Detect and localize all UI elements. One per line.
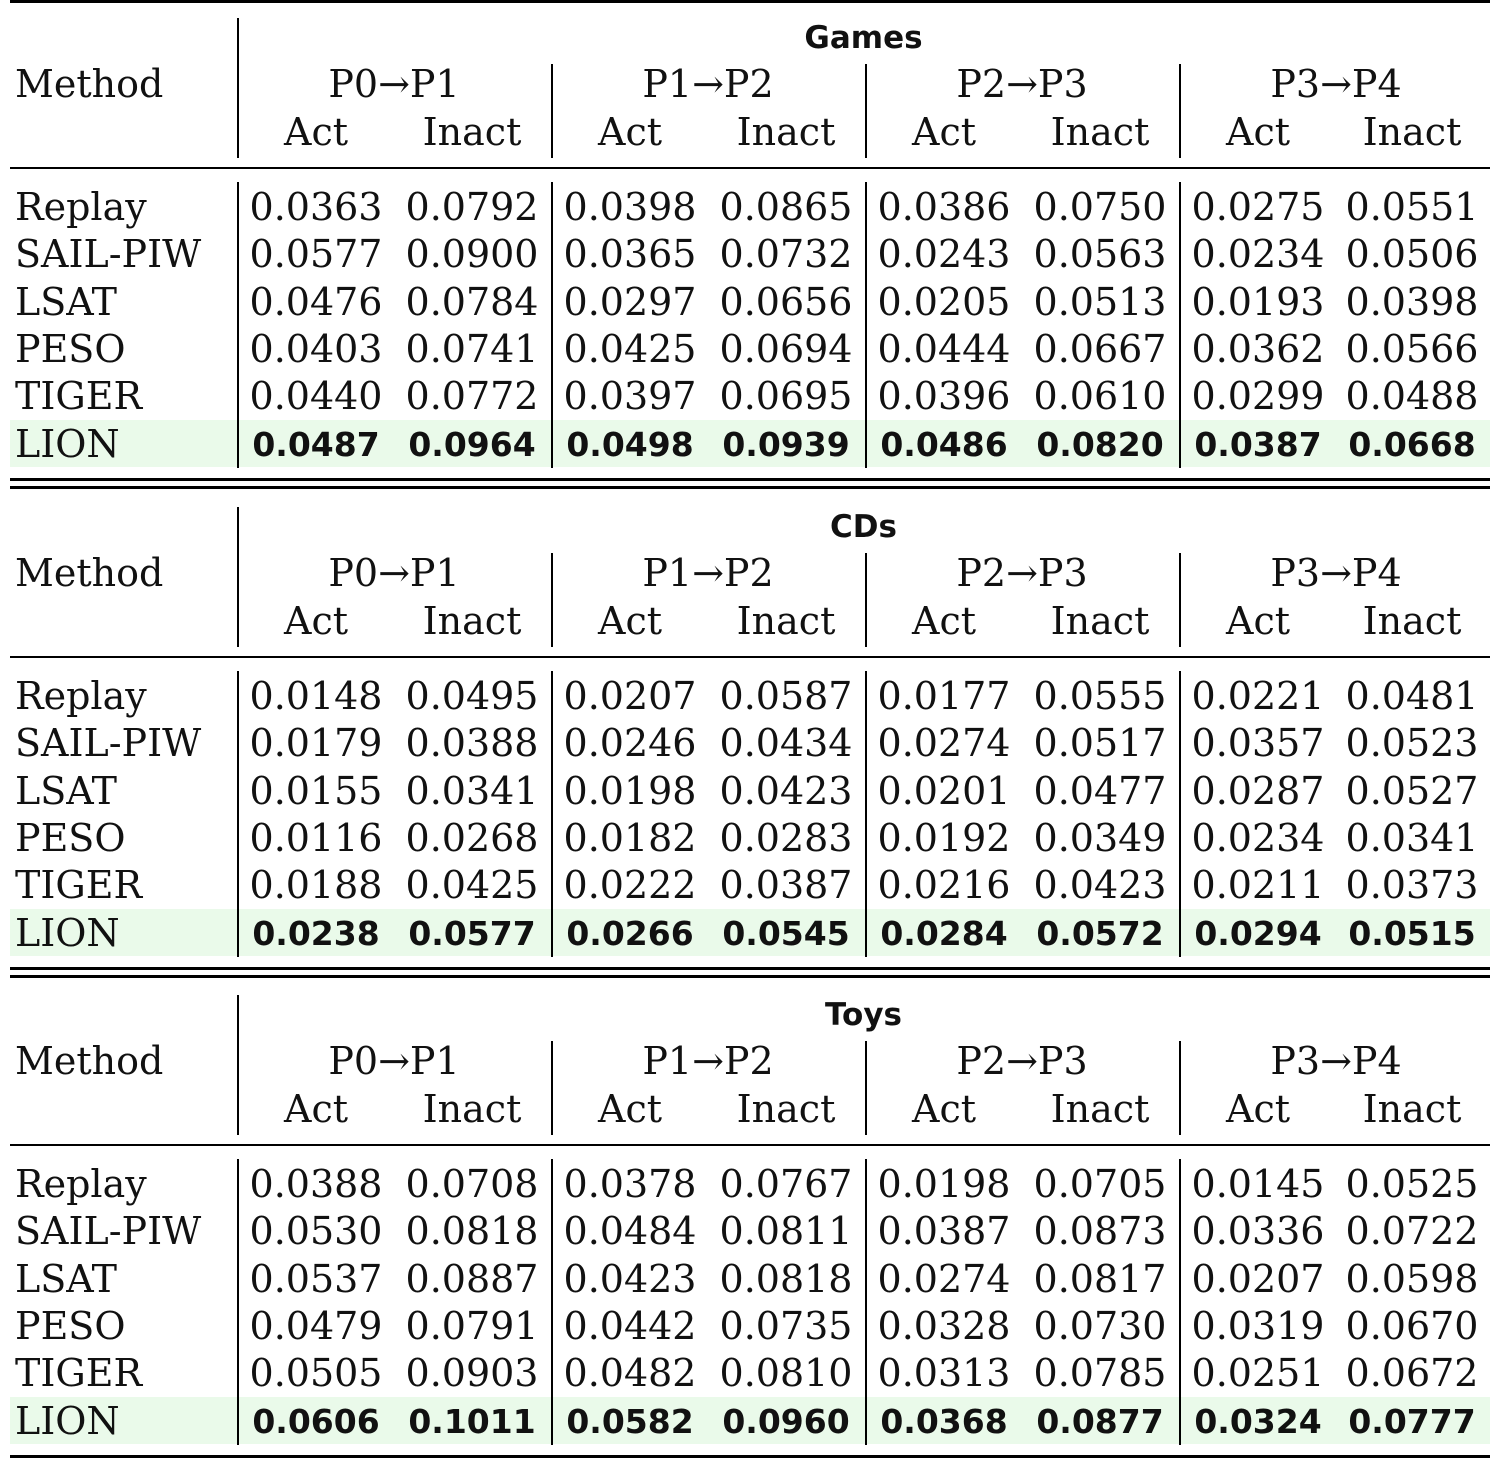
table-cell: 0.0792 bbox=[405, 185, 539, 229]
table-cell: 0.1011 bbox=[408, 1401, 536, 1441]
table-cell: 0.0486 bbox=[880, 424, 1008, 464]
table-cell: 0.0442 bbox=[563, 1303, 697, 1348]
table-cell: 0.0708 bbox=[405, 1162, 539, 1206]
table-cell: 0.0398 bbox=[1345, 279, 1479, 324]
table-cell: 0.0741 bbox=[405, 326, 539, 371]
table-cell: 0.0606 bbox=[252, 1401, 380, 1441]
table-cell: 0.0365 bbox=[563, 232, 697, 277]
table-cell: 0.0251 bbox=[1191, 1351, 1325, 1396]
table-cell: 0.0722 bbox=[1345, 1209, 1479, 1254]
table-cell: 0.0274 bbox=[877, 1256, 1011, 1301]
table-cell: 0.0324 bbox=[1194, 1401, 1322, 1441]
table-cell: 0.0767 bbox=[719, 1162, 853, 1206]
table-cell: 0.0735 bbox=[719, 1303, 853, 1348]
table-cell: 0.0201 bbox=[877, 768, 1011, 813]
header-vline-period bbox=[1179, 553, 1181, 647]
table-cell: 0.0555 bbox=[1033, 674, 1167, 718]
table-cell: 0.0477 bbox=[1033, 768, 1167, 813]
method-header: Method bbox=[15, 1039, 164, 1083]
table-cell: 0.0903 bbox=[405, 1351, 539, 1396]
table-cell: 0.0506 bbox=[1345, 232, 1479, 277]
period-header: P0→P1 bbox=[328, 62, 460, 106]
table-cell: 0.0319 bbox=[1191, 1303, 1325, 1348]
table-cell: 0.0577 bbox=[408, 913, 536, 953]
header-vline-period bbox=[1179, 1041, 1181, 1135]
table-cell: 0.0205 bbox=[877, 279, 1011, 324]
method-name: LSAT bbox=[15, 279, 117, 324]
table-cell: 0.0155 bbox=[249, 768, 383, 813]
method-name: PESO bbox=[15, 815, 126, 860]
sub-header: Inact bbox=[1362, 1087, 1462, 1131]
section-rule bbox=[10, 478, 1490, 481]
table-cell: 0.0378 bbox=[563, 1162, 697, 1206]
table-cell: 0.0192 bbox=[877, 815, 1011, 860]
table-cell: 0.0695 bbox=[719, 374, 853, 419]
body-vline bbox=[1179, 1159, 1181, 1445]
sub-header: Inact bbox=[1362, 110, 1462, 154]
table-cell: 0.0484 bbox=[563, 1209, 697, 1254]
table-cell: 0.0960 bbox=[722, 1401, 850, 1441]
body-vline bbox=[865, 1159, 867, 1445]
table-cell: 0.0274 bbox=[877, 721, 1011, 766]
period-header: P1→P2 bbox=[642, 1039, 774, 1083]
body-vline bbox=[237, 671, 239, 957]
table-cell: 0.0425 bbox=[563, 326, 697, 371]
table-cell: 0.0188 bbox=[249, 863, 383, 908]
method-name: PESO bbox=[15, 1303, 126, 1348]
table-cell: 0.0388 bbox=[405, 721, 539, 766]
method-name: LION bbox=[15, 1398, 120, 1443]
table-cell: 0.0238 bbox=[252, 913, 380, 953]
header-vline-period bbox=[865, 553, 867, 647]
sub-header: Inact bbox=[1050, 110, 1150, 154]
body-vline bbox=[865, 671, 867, 957]
table-cell: 0.0530 bbox=[249, 1209, 383, 1254]
table-cell: 0.0116 bbox=[249, 815, 383, 860]
table-cell: 0.0268 bbox=[405, 815, 539, 860]
period-header: P3→P4 bbox=[1270, 1039, 1402, 1083]
table-cell: 0.0313 bbox=[877, 1351, 1011, 1396]
table-cell: 0.0887 bbox=[405, 1256, 539, 1301]
top-rule bbox=[10, 0, 1490, 3]
table-cell: 0.0440 bbox=[249, 374, 383, 419]
period-header: P1→P2 bbox=[642, 551, 774, 595]
table-cell: 0.0482 bbox=[563, 1351, 697, 1396]
body-vline bbox=[551, 182, 553, 468]
sub-header: Act bbox=[284, 1087, 348, 1131]
table-cell: 0.0488 bbox=[1345, 374, 1479, 419]
table-cell: 0.0582 bbox=[566, 1401, 694, 1441]
table-cell: 0.0434 bbox=[719, 721, 853, 766]
sub-header: Act bbox=[598, 599, 662, 643]
table-cell: 0.0357 bbox=[1191, 721, 1325, 766]
sub-header: Act bbox=[1226, 599, 1290, 643]
table-cell: 0.0587 bbox=[719, 674, 853, 718]
table-cell: 0.0784 bbox=[405, 279, 539, 324]
sub-header: Act bbox=[598, 1087, 662, 1131]
table-cell: 0.0177 bbox=[877, 674, 1011, 718]
table-cell: 0.0670 bbox=[1345, 1303, 1479, 1348]
table-cell: 0.0198 bbox=[563, 768, 697, 813]
table-cell: 0.0294 bbox=[1194, 913, 1322, 953]
table-cell: 0.0425 bbox=[405, 863, 539, 908]
table-cell: 0.0732 bbox=[719, 232, 853, 277]
header-vline-period bbox=[865, 1041, 867, 1135]
table-cell: 0.0266 bbox=[566, 913, 694, 953]
table-cell: 0.0817 bbox=[1033, 1256, 1167, 1301]
table-cell: 0.0818 bbox=[405, 1209, 539, 1254]
table-cell: 0.0362 bbox=[1191, 326, 1325, 371]
table-cell: 0.0900 bbox=[405, 232, 539, 277]
period-header: P3→P4 bbox=[1270, 551, 1402, 595]
body-vline bbox=[237, 1159, 239, 1445]
method-name: Replay bbox=[15, 1162, 147, 1206]
table-cell: 0.0785 bbox=[1033, 1351, 1167, 1396]
table-cell: 0.0207 bbox=[1191, 1256, 1325, 1301]
sub-header: Inact bbox=[736, 599, 836, 643]
table-cell: 0.0145 bbox=[1191, 1162, 1325, 1206]
method-name: Replay bbox=[15, 674, 147, 718]
body-vline bbox=[1179, 182, 1181, 468]
section-rule bbox=[10, 486, 1490, 489]
table-cell: 0.0444 bbox=[877, 326, 1011, 371]
table-cell: 0.0513 bbox=[1033, 279, 1167, 324]
body-vline bbox=[865, 182, 867, 468]
table-cell: 0.0537 bbox=[249, 1256, 383, 1301]
table-cell: 0.0246 bbox=[563, 721, 697, 766]
table-cell: 0.0505 bbox=[249, 1351, 383, 1396]
method-name: Replay bbox=[15, 185, 147, 229]
table-cell: 0.0222 bbox=[563, 863, 697, 908]
body-vline bbox=[237, 182, 239, 468]
table-cell: 0.0811 bbox=[719, 1209, 853, 1254]
table-cell: 0.0694 bbox=[719, 326, 853, 371]
sub-header: Inact bbox=[1050, 599, 1150, 643]
table-cell: 0.0820 bbox=[1036, 424, 1164, 464]
table-cell: 0.0216 bbox=[877, 863, 1011, 908]
table-cell: 0.0182 bbox=[563, 815, 697, 860]
sub-header: Inact bbox=[422, 1087, 522, 1131]
table-cell: 0.0336 bbox=[1191, 1209, 1325, 1254]
table-cell: 0.0964 bbox=[408, 424, 536, 464]
table-cell: 0.0577 bbox=[249, 232, 383, 277]
table-cell: 0.0873 bbox=[1033, 1209, 1167, 1254]
method-header: Method bbox=[15, 551, 164, 595]
table-cell: 0.0525 bbox=[1345, 1162, 1479, 1206]
table-cell: 0.0363 bbox=[249, 185, 383, 229]
table-cell: 0.0368 bbox=[880, 1401, 1008, 1441]
table-cell: 0.0243 bbox=[877, 232, 1011, 277]
method-name: TIGER bbox=[15, 374, 143, 419]
method-name: PESO bbox=[15, 326, 126, 371]
period-header: P3→P4 bbox=[1270, 62, 1402, 106]
method-name: LSAT bbox=[15, 768, 117, 813]
sub-header: Inact bbox=[736, 1087, 836, 1131]
table-cell: 0.0387 bbox=[877, 1209, 1011, 1254]
body-vline bbox=[551, 1159, 553, 1445]
table-cell: 0.0668 bbox=[1348, 424, 1476, 464]
header-rule bbox=[10, 167, 1490, 169]
table-cell: 0.0495 bbox=[405, 674, 539, 718]
table-cell: 0.0179 bbox=[249, 721, 383, 766]
table-cell: 0.0877 bbox=[1036, 1401, 1164, 1441]
period-header: P0→P1 bbox=[328, 551, 460, 595]
table-cell: 0.0730 bbox=[1033, 1303, 1167, 1348]
table-cell: 0.0193 bbox=[1191, 279, 1325, 324]
method-name: SAIL-PIW bbox=[15, 1209, 202, 1254]
table-cell: 0.0423 bbox=[719, 768, 853, 813]
table-cell: 0.0234 bbox=[1191, 815, 1325, 860]
table-cell: 0.0234 bbox=[1191, 232, 1325, 277]
sub-header: Act bbox=[912, 110, 976, 154]
section-title: Toys bbox=[825, 997, 902, 1033]
table-cell: 0.0423 bbox=[1033, 863, 1167, 908]
table-cell: 0.0545 bbox=[722, 913, 850, 953]
table-cell: 0.0476 bbox=[249, 279, 383, 324]
table-cell: 0.0211 bbox=[1191, 863, 1325, 908]
period-header: P2→P3 bbox=[956, 62, 1088, 106]
table-cell: 0.0515 bbox=[1348, 913, 1476, 953]
period-header: P1→P2 bbox=[642, 62, 774, 106]
table-cell: 0.0498 bbox=[566, 424, 694, 464]
header-vline-period bbox=[1179, 64, 1181, 158]
body-vline bbox=[551, 671, 553, 957]
table-cell: 0.0297 bbox=[563, 279, 697, 324]
table-cell: 0.0810 bbox=[719, 1351, 853, 1396]
section-rule bbox=[10, 967, 1490, 970]
table-cell: 0.0341 bbox=[1345, 815, 1479, 860]
table-cell: 0.0656 bbox=[719, 279, 853, 324]
table-cell: 0.0772 bbox=[405, 374, 539, 419]
sub-header: Inact bbox=[1050, 1087, 1150, 1131]
sub-header: Act bbox=[1226, 1087, 1290, 1131]
table-cell: 0.0397 bbox=[563, 374, 697, 419]
header-vline-period bbox=[551, 1041, 553, 1135]
table-cell: 0.0349 bbox=[1033, 815, 1167, 860]
period-header: P0→P1 bbox=[328, 1039, 460, 1083]
table-cell: 0.0777 bbox=[1348, 1401, 1476, 1441]
table-cell: 0.0398 bbox=[563, 185, 697, 229]
header-rule bbox=[10, 656, 1490, 658]
method-header: Method bbox=[15, 62, 164, 106]
table-cell: 0.0387 bbox=[1194, 424, 1322, 464]
table-cell: 0.0551 bbox=[1345, 185, 1479, 229]
table-cell: 0.0566 bbox=[1345, 326, 1479, 371]
table-cell: 0.0572 bbox=[1036, 913, 1164, 953]
period-header: P2→P3 bbox=[956, 1039, 1088, 1083]
header-vline-period bbox=[551, 553, 553, 647]
sub-header: Act bbox=[284, 599, 348, 643]
table-cell: 0.0287 bbox=[1191, 768, 1325, 813]
table-cell: 0.0386 bbox=[877, 185, 1011, 229]
header-vline-period bbox=[865, 64, 867, 158]
section-title: CDs bbox=[830, 509, 897, 545]
method-name: LION bbox=[15, 910, 120, 955]
body-vline bbox=[1179, 671, 1181, 957]
table-cell: 0.0523 bbox=[1345, 721, 1479, 766]
table-cell: 0.0527 bbox=[1345, 768, 1479, 813]
table-cell: 0.0284 bbox=[880, 913, 1008, 953]
table-cell: 0.0705 bbox=[1033, 1162, 1167, 1206]
sub-header: Inact bbox=[736, 110, 836, 154]
sub-header: Act bbox=[912, 1087, 976, 1131]
table-cell: 0.0791 bbox=[405, 1303, 539, 1348]
table-cell: 0.0598 bbox=[1345, 1256, 1479, 1301]
table-cell: 0.0341 bbox=[405, 768, 539, 813]
sub-header: Inact bbox=[1362, 599, 1462, 643]
method-name: LION bbox=[15, 421, 120, 466]
sub-header: Act bbox=[912, 599, 976, 643]
method-name: TIGER bbox=[15, 1351, 143, 1396]
table-cell: 0.0207 bbox=[563, 674, 697, 718]
section-rule bbox=[10, 975, 1490, 978]
table-cell: 0.0148 bbox=[249, 674, 383, 718]
table-cell: 0.0939 bbox=[722, 424, 850, 464]
sub-header: Act bbox=[1226, 110, 1290, 154]
header-vline-period bbox=[551, 64, 553, 158]
sub-header: Inact bbox=[422, 110, 522, 154]
table-cell: 0.0198 bbox=[877, 1162, 1011, 1206]
sub-header: Act bbox=[284, 110, 348, 154]
method-name: TIGER bbox=[15, 863, 143, 908]
table-cell: 0.0373 bbox=[1345, 863, 1479, 908]
section-title: Games bbox=[804, 20, 923, 56]
table-cell: 0.0299 bbox=[1191, 374, 1325, 419]
sub-header: Inact bbox=[422, 599, 522, 643]
table-cell: 0.0865 bbox=[719, 185, 853, 229]
table-cell: 0.0396 bbox=[877, 374, 1011, 419]
table-cell: 0.0388 bbox=[249, 1162, 383, 1206]
table-cell: 0.0487 bbox=[252, 424, 380, 464]
method-name: SAIL-PIW bbox=[15, 721, 202, 766]
table-cell: 0.0818 bbox=[719, 1256, 853, 1301]
table-cell: 0.0563 bbox=[1033, 232, 1167, 277]
table-cell: 0.0750 bbox=[1033, 185, 1167, 229]
method-name: SAIL-PIW bbox=[15, 232, 202, 277]
table-cell: 0.0481 bbox=[1345, 674, 1479, 718]
table-cell: 0.0610 bbox=[1033, 374, 1167, 419]
table-cell: 0.0517 bbox=[1033, 721, 1167, 766]
sub-header: Act bbox=[598, 110, 662, 154]
table-cell: 0.0423 bbox=[563, 1256, 697, 1301]
table-cell: 0.0479 bbox=[249, 1303, 383, 1348]
table-cell: 0.0221 bbox=[1191, 674, 1325, 718]
period-header: P2→P3 bbox=[956, 551, 1088, 595]
header-rule bbox=[10, 1144, 1490, 1146]
table-cell: 0.0283 bbox=[719, 815, 853, 860]
table-cell: 0.0387 bbox=[719, 863, 853, 908]
method-name: LSAT bbox=[15, 1256, 117, 1301]
bottom-rule bbox=[10, 1455, 1490, 1458]
table-cell: 0.0667 bbox=[1033, 326, 1167, 371]
table-cell: 0.0403 bbox=[249, 326, 383, 371]
table-cell: 0.0672 bbox=[1345, 1351, 1479, 1396]
table-cell: 0.0328 bbox=[877, 1303, 1011, 1348]
table-cell: 0.0275 bbox=[1191, 185, 1325, 229]
